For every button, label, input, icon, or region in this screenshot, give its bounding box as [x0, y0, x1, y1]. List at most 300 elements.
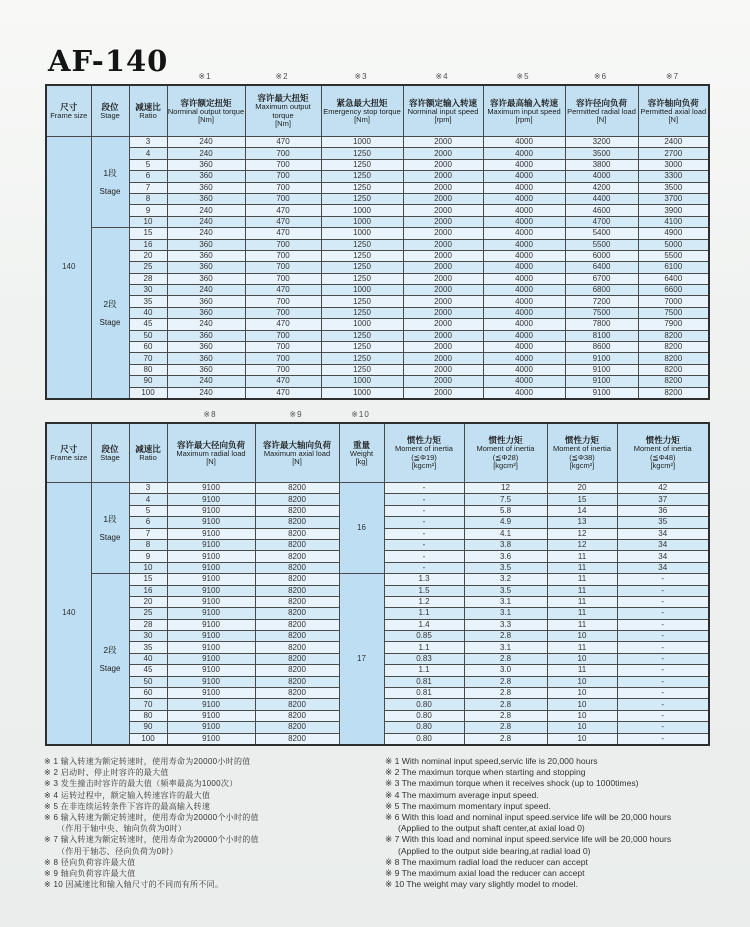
value-cell: - [384, 517, 464, 528]
table-row [46, 574, 709, 585]
column-header-zh: 容许最大扭矩 [257, 93, 309, 104]
value-cell: 360 [167, 159, 245, 170]
value-cell: 1250 [321, 250, 403, 261]
value-cell: - [384, 505, 464, 516]
value-cell: 9100 [167, 494, 255, 505]
value-cell: 9100 [167, 676, 255, 687]
value-cell: 9100 [167, 551, 255, 562]
value-cell: 700 [245, 239, 321, 250]
value-cell: 6800 [565, 285, 638, 296]
value-cell: 240 [167, 148, 245, 159]
footnote-line: ※ 4 运转过程中，额定输入转速容许的最大值 [44, 790, 211, 800]
value-cell: 8200 [255, 733, 339, 745]
value-cell: 8200 [638, 330, 709, 341]
value-cell: 9100 [167, 483, 255, 494]
footnote-line: ※ 9 The maximum axial load the reducer can accept [385, 868, 585, 879]
value-cell: 10 [547, 676, 617, 687]
table-row [46, 205, 709, 216]
value-cell: 8100 [565, 330, 638, 341]
value-cell: 8200 [255, 608, 339, 619]
column-header [464, 423, 547, 483]
value-cell: 9100 [167, 699, 255, 710]
value-cell: 0.81 [384, 676, 464, 687]
column-header [245, 85, 321, 137]
value-cell: 360 [167, 239, 245, 250]
ratio-cell: 5 [129, 159, 167, 170]
note-mark: ※3 [354, 71, 368, 81]
column-header-en: Emergency stop torque [323, 106, 401, 116]
torque-speed-table-section [45, 68, 708, 400]
value-cell: 2000 [403, 239, 483, 250]
value-cell: 3900 [638, 205, 709, 216]
ratio-cell: 4 [129, 494, 167, 505]
table-row [46, 193, 709, 204]
value-cell: 240 [167, 376, 245, 387]
frame-size-cell: 140 [46, 137, 91, 399]
note-marks-row [45, 406, 708, 422]
value-cell: 9100 [167, 505, 255, 516]
value-cell: 6400 [638, 273, 709, 284]
value-cell: 2000 [403, 171, 483, 182]
value-cell: 4000 [483, 296, 565, 307]
value-cell: 9100 [565, 353, 638, 364]
column-header [638, 85, 709, 137]
column-header-en: Norminal input speed [407, 106, 479, 116]
ratio-cell: 45 [129, 665, 167, 676]
value-cell: 700 [245, 273, 321, 284]
value-cell: 2000 [403, 364, 483, 375]
column-header-en: Permitted axial load [640, 106, 707, 116]
value-cell: 700 [245, 171, 321, 182]
column-header-unit: [kgcm²] [493, 461, 518, 471]
stage-cell [91, 483, 129, 574]
value-cell: 4000 [483, 342, 565, 353]
value-cell: 1000 [321, 137, 403, 148]
note-marks-row [45, 68, 708, 84]
ratio-cell: 15 [129, 574, 167, 585]
column-header-en: Frame size [50, 452, 88, 462]
ratio-cell: 80 [129, 710, 167, 721]
ratio-cell: 90 [129, 722, 167, 733]
column-header [255, 423, 339, 483]
value-cell: 8200 [255, 665, 339, 676]
column-header-en: Maximum input speed [487, 106, 561, 116]
value-cell: 1250 [321, 171, 403, 182]
footnote-line: ※ 9 轴向负荷容许最大值 [44, 869, 136, 879]
value-cell: 9100 [167, 710, 255, 721]
value-cell: 11 [547, 562, 617, 573]
value-cell: 4.1 [464, 528, 547, 539]
value-cell: 9100 [565, 387, 638, 399]
value-cell: 360 [167, 307, 245, 318]
ratio-cell: 90 [129, 376, 167, 387]
ratio-cell: 40 [129, 307, 167, 318]
value-cell: 9100 [565, 376, 638, 387]
value-cell: 3.0 [464, 665, 547, 676]
value-cell: 700 [245, 182, 321, 193]
stage-cell [91, 137, 129, 228]
value-cell: 15 [547, 494, 617, 505]
value-cell: 470 [245, 228, 321, 239]
value-cell: 240 [167, 319, 245, 330]
value-cell: 3.1 [464, 608, 547, 619]
column-header-zh: 紧急最大扭矩 [336, 97, 388, 108]
value-cell: 4200 [565, 182, 638, 193]
column-header-en: Maximum radial load [176, 448, 246, 458]
value-cell: 0.80 [384, 710, 464, 721]
stage-label-zh: 1段 [103, 168, 117, 179]
value-cell: 360 [167, 364, 245, 375]
value-cell: - [384, 483, 464, 494]
value-cell: 8200 [638, 342, 709, 353]
footnote-line: ※ 1 输入转速为额定转速时，使用寿命为20000小时的值 [44, 757, 251, 766]
value-cell: 6400 [565, 262, 638, 273]
column-header-en: Weight [349, 448, 374, 458]
note-mark: ※4 [435, 71, 449, 81]
value-cell: - [617, 596, 709, 607]
value-cell: 9100 [167, 562, 255, 573]
value-cell: 11 [547, 551, 617, 562]
value-cell: 34 [617, 528, 709, 539]
column-header-zh: 容许最大轴向负荷 [262, 439, 331, 450]
value-cell: 2000 [403, 342, 483, 353]
column-header-en: Moment of inertia [476, 444, 535, 454]
value-cell: 700 [245, 307, 321, 318]
value-cell: 4000 [483, 353, 565, 364]
value-cell: 470 [245, 285, 321, 296]
value-cell: 20 [547, 483, 617, 494]
ratio-cell: 70 [129, 699, 167, 710]
value-cell: 8200 [255, 722, 339, 733]
value-cell: 9100 [167, 608, 255, 619]
value-cell: 2000 [403, 228, 483, 239]
value-cell: 1000 [321, 216, 403, 227]
footnote-line: ※ 3 发生撞击时容许的最大值（频率最高为1000次） [44, 779, 238, 789]
value-cell: 1250 [321, 239, 403, 250]
value-cell: 1250 [321, 342, 403, 353]
note-mark: ※8 [203, 409, 217, 419]
value-cell: - [617, 608, 709, 619]
ratio-cell: 8 [129, 193, 167, 204]
value-cell: 700 [245, 262, 321, 273]
footnote-line: ※ 5 The maximum momentary input speed. [385, 800, 551, 811]
value-cell: 1.1 [384, 642, 464, 653]
column-header [483, 85, 565, 137]
ratio-cell: 10 [129, 216, 167, 227]
note-mark: ※6 [593, 71, 608, 81]
value-cell: 3.3 [464, 619, 547, 630]
column-header [91, 423, 129, 483]
value-cell: 1.2 [384, 596, 464, 607]
footnote-line: （作用于轴芯、径向负荷为0时） [57, 846, 178, 856]
value-cell: 1250 [321, 193, 403, 204]
table-row [46, 239, 709, 250]
value-cell: 4100 [638, 216, 709, 227]
value-cell: 4000 [483, 193, 565, 204]
table-row [46, 296, 709, 307]
value-cell: 2000 [403, 353, 483, 364]
value-cell: 1.1 [384, 608, 464, 619]
value-cell: 8200 [255, 505, 339, 516]
value-cell: 34 [617, 551, 709, 562]
table-row [46, 250, 709, 261]
footnote-line: ※ 4 The maximum average input speed. [385, 789, 539, 800]
ratio-cell: 100 [129, 733, 167, 745]
column-header [403, 85, 483, 137]
note-mark [546, 406, 616, 422]
value-cell: - [384, 539, 464, 550]
value-cell: 10 [547, 688, 617, 699]
value-cell: 11 [547, 619, 617, 630]
value-cell: 1000 [321, 285, 403, 296]
value-cell: 7900 [638, 319, 709, 330]
column-header-unit: [Nm] [354, 115, 370, 124]
value-cell: 360 [167, 353, 245, 364]
value-cell: 8200 [638, 353, 709, 364]
value-cell: 700 [245, 148, 321, 159]
note-mark [128, 68, 166, 84]
value-cell: 34 [617, 539, 709, 550]
value-cell: - [617, 733, 709, 745]
value-cell: 1000 [321, 376, 403, 387]
value-cell: 360 [167, 330, 245, 341]
ratio-cell: 50 [129, 330, 167, 341]
value-cell: 700 [245, 330, 321, 341]
value-cell: 1000 [321, 205, 403, 216]
value-cell: 4000 [483, 205, 565, 216]
value-cell: 3800 [565, 159, 638, 170]
value-cell: 2.8 [464, 631, 547, 642]
value-cell: - [617, 574, 709, 585]
value-cell: 36 [617, 505, 709, 516]
value-cell: 4000 [483, 159, 565, 170]
value-cell: 4000 [483, 239, 565, 250]
value-cell: 4000 [483, 330, 565, 341]
column-header-unit: [N] [668, 115, 679, 124]
ratio-cell: 30 [129, 631, 167, 642]
value-cell: 2000 [403, 273, 483, 284]
column-header-zh: 减速比 [135, 101, 161, 112]
value-cell: 34 [617, 562, 709, 573]
note-mark [45, 406, 90, 422]
note-mark: ※7 [665, 71, 680, 81]
column-header-en: Moment of inertia [553, 444, 611, 454]
value-cell: 700 [245, 342, 321, 353]
value-cell: 35 [617, 517, 709, 528]
ratio-cell: 20 [129, 250, 167, 261]
value-cell: 8200 [255, 676, 339, 687]
value-cell: 360 [167, 171, 245, 182]
value-cell: 8200 [255, 619, 339, 630]
value-cell: 3500 [638, 182, 709, 193]
value-cell: 2000 [403, 296, 483, 307]
value-cell: 240 [167, 285, 245, 296]
table-row [46, 364, 709, 375]
value-cell: 5000 [638, 239, 709, 250]
value-cell: 8200 [255, 710, 339, 721]
column-header-en: Maximum axial load [263, 448, 331, 458]
weight-cell: 16 [339, 483, 384, 574]
value-cell: 470 [245, 387, 321, 399]
value-cell: 10 [547, 733, 617, 745]
column-header-zh: 容许额定输入转速 [408, 97, 477, 108]
ratio-cell: 8 [129, 539, 167, 550]
value-cell: 470 [245, 216, 321, 227]
value-cell: 3000 [638, 159, 709, 170]
value-cell: 5500 [638, 250, 709, 261]
value-cell: 9100 [167, 517, 255, 528]
ratio-cell: 25 [129, 262, 167, 273]
ratio-cell: 45 [129, 319, 167, 330]
note-mark: ※1 [198, 71, 212, 81]
column-header-zh: 段位 [101, 101, 119, 112]
value-cell: 1250 [321, 330, 403, 341]
value-cell: 0.85 [384, 631, 464, 642]
value-cell: 700 [245, 364, 321, 375]
value-cell: 1250 [321, 364, 403, 375]
value-cell: 2000 [403, 376, 483, 387]
value-cell: 240 [167, 228, 245, 239]
value-cell: - [617, 676, 709, 687]
value-cell: 1250 [321, 296, 403, 307]
value-cell: 4000 [483, 307, 565, 318]
ratio-cell: 6 [129, 517, 167, 528]
value-cell: 4000 [483, 250, 565, 261]
ratio-cell: 28 [129, 273, 167, 284]
value-cell: - [617, 710, 709, 721]
value-cell: 360 [167, 296, 245, 307]
ratio-cell: 3 [129, 137, 167, 148]
table-row [46, 182, 709, 193]
ratio-cell: 35 [129, 296, 167, 307]
column-header-unit: [Nm] [275, 119, 291, 129]
value-cell: 2000 [403, 205, 483, 216]
value-cell: 9100 [167, 688, 255, 699]
note-mark: ※2 [275, 71, 289, 81]
value-cell: 9100 [167, 574, 255, 585]
footnote-line: (Applied to the output shaft center,at axial load 0) [398, 823, 585, 834]
note-mark [128, 406, 166, 422]
value-cell: 700 [245, 353, 321, 364]
value-cell: 9100 [167, 653, 255, 664]
column-header [565, 85, 638, 137]
value-cell: 8200 [255, 517, 339, 528]
value-cell: - [384, 562, 464, 573]
table-row [46, 273, 709, 284]
value-cell: 8200 [255, 596, 339, 607]
value-cell: 2.8 [464, 722, 547, 733]
column-header [617, 423, 709, 483]
column-header-en: Frame size [50, 110, 88, 120]
table-row [46, 262, 709, 273]
value-cell: 0.81 [384, 688, 464, 699]
column-header-zh: 尺寸 [60, 443, 78, 454]
value-cell: 6100 [638, 262, 709, 273]
footnote-line: ※ 3 The maximun torque when it receives shock (up to 1000times) [385, 778, 639, 789]
value-cell: 700 [245, 250, 321, 261]
value-cell: 10 [547, 699, 617, 710]
note-mark [383, 406, 463, 422]
table-row [46, 137, 709, 148]
value-cell: 2000 [403, 285, 483, 296]
ratio-cell: 4 [129, 148, 167, 159]
column-header [129, 423, 167, 483]
value-cell: 9100 [167, 585, 255, 596]
table-row [46, 483, 709, 494]
value-cell: 12 [547, 528, 617, 539]
value-cell: 8200 [638, 376, 709, 387]
value-cell: 4900 [638, 228, 709, 239]
value-cell: 240 [167, 216, 245, 227]
ratio-cell: 30 [129, 285, 167, 296]
column-header-en: Moment of inertia [633, 444, 692, 454]
ratio-cell: 10 [129, 562, 167, 573]
value-cell: 4000 [483, 148, 565, 159]
value-cell: 2.8 [464, 710, 547, 721]
value-cell: 3.6 [464, 551, 547, 562]
value-cell: 7200 [565, 296, 638, 307]
weight-cell: 17 [339, 574, 384, 745]
column-header [46, 423, 91, 483]
value-cell: - [384, 528, 464, 539]
value-cell: - [617, 653, 709, 664]
value-cell: 4000 [483, 273, 565, 284]
value-cell: 5.8 [464, 505, 547, 516]
value-cell: 6000 [565, 250, 638, 261]
value-cell: 2400 [638, 137, 709, 148]
value-cell: 3700 [638, 193, 709, 204]
column-header-unit: [N] [596, 115, 607, 124]
value-cell: 9100 [167, 665, 255, 676]
value-cell: 4400 [565, 193, 638, 204]
value-cell: 7000 [638, 296, 709, 307]
stage-label-zh: 2段 [103, 645, 117, 656]
value-cell: 4000 [483, 285, 565, 296]
header-row [46, 423, 709, 483]
value-cell: 700 [245, 159, 321, 170]
value-cell: 2000 [403, 182, 483, 193]
column-header-unit: [rpm] [515, 115, 533, 124]
column-header-en: Maximum output torque [255, 102, 311, 120]
ratio-cell: 3 [129, 483, 167, 494]
value-cell: 8200 [255, 642, 339, 653]
table-row [46, 319, 709, 330]
value-cell: 2000 [403, 250, 483, 261]
value-cell: 8200 [255, 688, 339, 699]
value-cell: 11 [547, 608, 617, 619]
stage-cell [91, 574, 129, 745]
value-cell: 9100 [167, 539, 255, 550]
value-cell: 7500 [638, 307, 709, 318]
value-cell: 11 [547, 596, 617, 607]
value-cell: 0.80 [384, 733, 464, 745]
value-cell: 4000 [483, 387, 565, 399]
value-cell: 0.83 [384, 653, 464, 664]
value-cell: 700 [245, 193, 321, 204]
value-cell: 360 [167, 182, 245, 193]
value-cell: 1000 [321, 228, 403, 239]
column-header-zh: 段位 [101, 443, 119, 454]
value-cell: 4700 [565, 216, 638, 227]
value-cell: - [617, 631, 709, 642]
value-cell: 8200 [255, 539, 339, 550]
note-mark [90, 68, 128, 84]
column-header [339, 423, 384, 483]
column-header-zh: 容许最高输入转速 [489, 97, 558, 108]
value-cell: 2.8 [464, 676, 547, 687]
value-cell: 4.9 [464, 517, 547, 528]
column-header-en: Ratio [139, 110, 157, 120]
